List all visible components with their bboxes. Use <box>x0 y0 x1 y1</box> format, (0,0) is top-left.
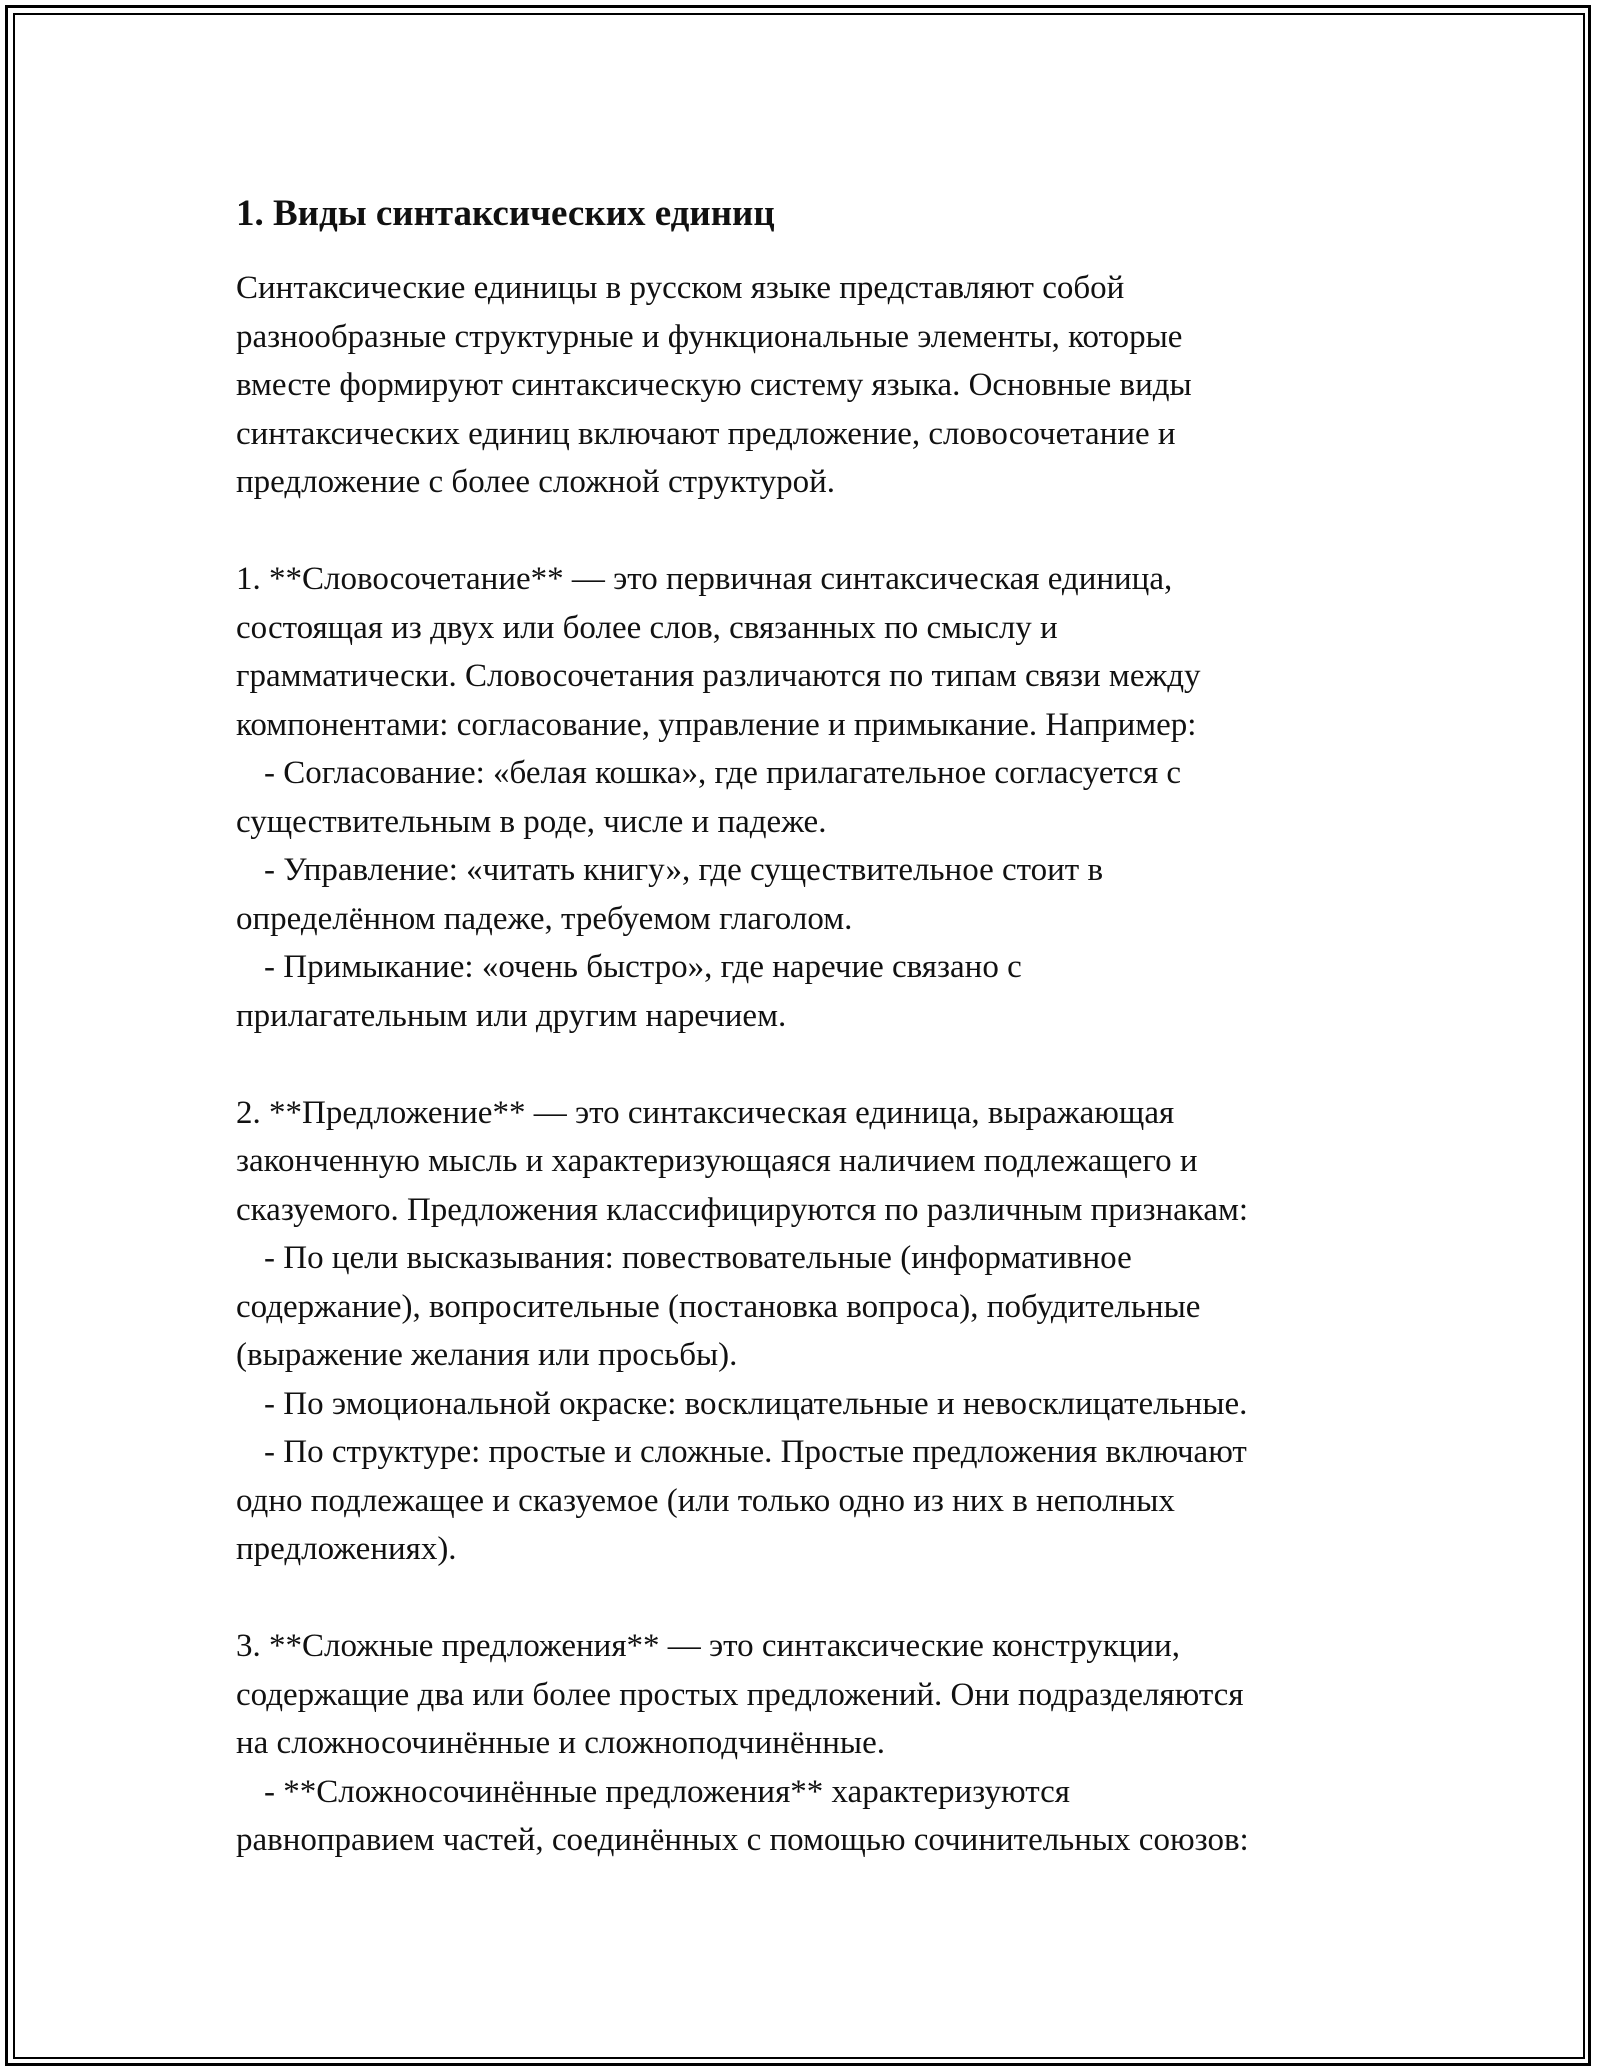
list-item-line: - По цели высказывания: повествовательные (информативное <box>264 1240 1132 1276</box>
list-item-line: - По эмоциональной окраске: восклицательные и невосклицательные. <box>264 1385 1248 1422</box>
text-line: Синтаксические единицы в русском языке представляют собой <box>236 270 1125 306</box>
text-line: состоящая из двух или более слов, связанных по смыслу и <box>236 609 1058 646</box>
text-line: равноправием частей, соединённых с помощью сочинительных союзов: <box>236 1822 1249 1858</box>
section-complex-sentences <box>236 1622 1386 1865</box>
text-line: предложениях). <box>236 1531 457 1567</box>
section-heading: 1. Виды синтаксических единиц <box>236 193 775 234</box>
paragraph-gap <box>236 1574 1386 1623</box>
text-line: (выражение желания или просьбы). <box>236 1337 738 1373</box>
list-item-line: - **Сложносочинённые предложения** характеризуются <box>264 1773 1070 1810</box>
text-line: 3. **Сложные предложения** — это синтаксические конструкции, <box>236 1628 1180 1664</box>
list-item-line: - Согласование: «белая кошка», где прилагательное согласуется с <box>264 755 1182 791</box>
text-line: вместе формируют синтаксическую систему языка. Основные виды <box>236 367 1192 403</box>
text-line: содержащие два или более простых предложений. Они подразделяются <box>236 1676 1244 1713</box>
text-line: прилагательным или другим наречием. <box>236 997 787 1034</box>
text-line: на сложносочинённые и сложноподчинённые. <box>236 1725 885 1761</box>
text-line: предложение с более сложной структурой. <box>236 464 835 500</box>
text-line: сказуемого. Предложения классифицируются по различным признакам: <box>236 1191 1249 1228</box>
document-body <box>236 190 1386 1865</box>
paragraph-gap <box>236 507 1386 556</box>
text-line: разнообразные структурные и функциональные элементы, которые <box>236 318 1183 355</box>
list-item-line: - Управление: «читать книгу», где существительное стоит в <box>264 852 1104 888</box>
text-line: существительным в роде, числе и падеже. <box>236 803 827 840</box>
section-word-combination <box>236 555 1386 1040</box>
text-line: синтаксических единиц включают предложение, словосочетание и <box>236 415 1176 452</box>
intro-paragraph <box>236 264 1386 507</box>
text-line: одно подлежащее и сказуемое (или только одно из них в неполных <box>236 1482 1175 1519</box>
list-item-line: - По структуре: простые и сложные. Простые предложения включают <box>264 1434 1247 1470</box>
text-line: компонентами: согласование, управление и примыкание. Например: <box>236 706 1197 743</box>
text-line: определённом падеже, требуемом глаголом. <box>236 900 853 937</box>
text-line: 2. **Предложение** — это синтаксическая единица, выражающая <box>236 1094 1175 1131</box>
text-line: содержание), вопросительные (постановка вопроса), побудительные <box>236 1288 1201 1325</box>
text-line: грамматически. Словосочетания различаются по типам связи между <box>236 658 1201 694</box>
text-line: 1. **Словосочетание** — это первичная синтаксическая единица, <box>236 561 1173 597</box>
text-line: законченную мысль и характеризующаяся наличием подлежащего и <box>236 1143 1198 1179</box>
list-item-line: - Примыкание: «очень быстро», где наречие связано с <box>264 949 1022 985</box>
paragraph-gap <box>236 1040 1386 1089</box>
section-sentence <box>236 1089 1386 1574</box>
